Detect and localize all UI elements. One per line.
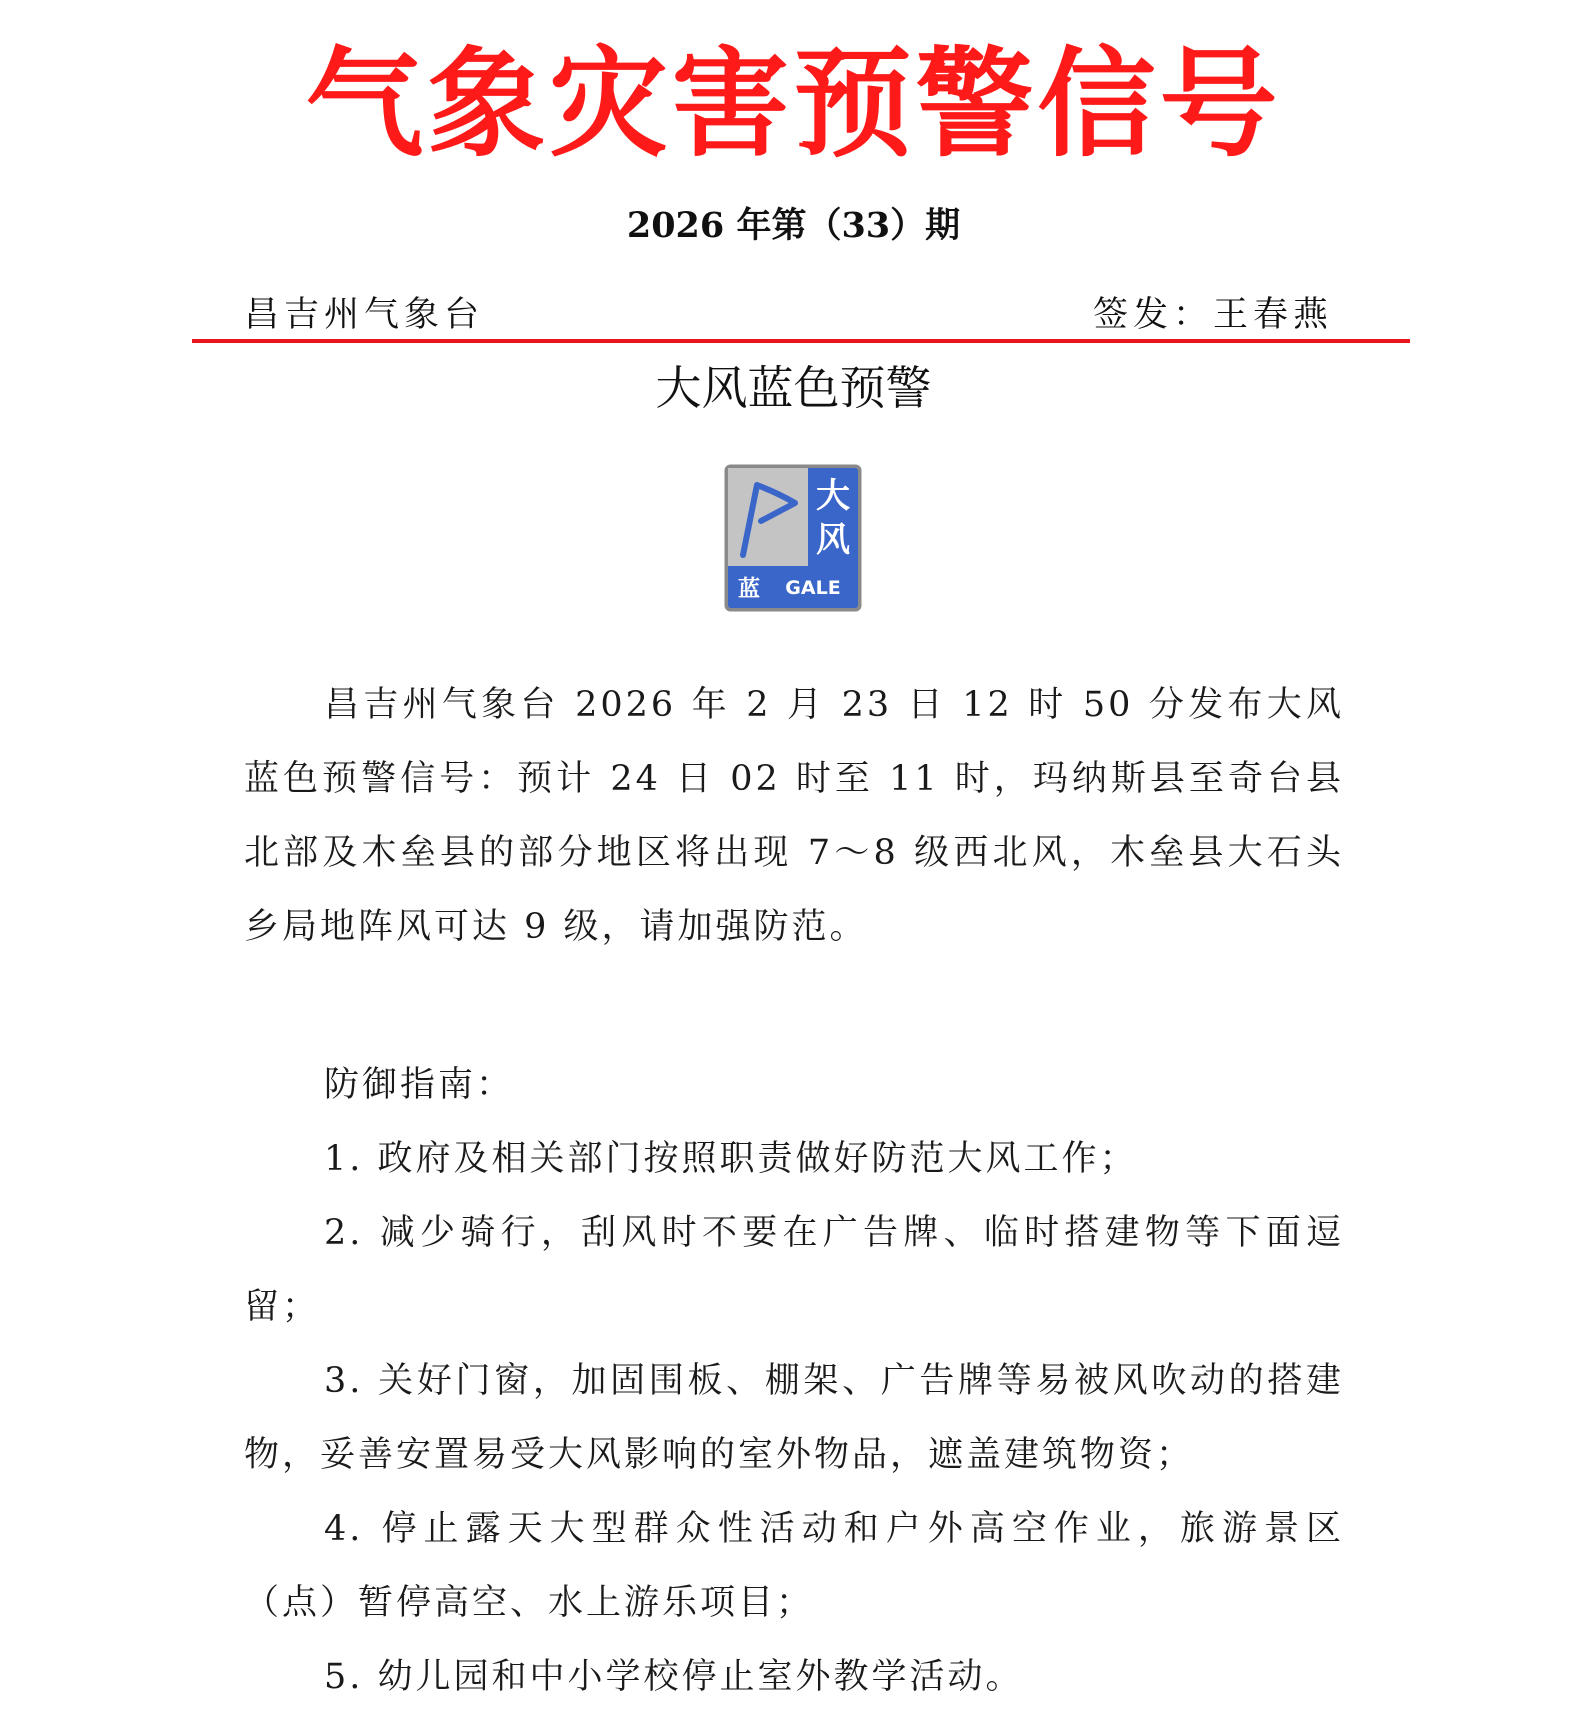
icon-gale-label: GALE [785,577,841,599]
icon-level-char: 蓝 [737,577,761,602]
red-divider [192,339,1410,343]
guide-item: 3. 关好门窗，加固围板、棚架、广告牌等易被风吹动的搭建物，妥善安置易受大风影响的室外物品，遮盖建筑物资； [244,1361,1344,1475]
guide-item: 1. 政府及相关部门按照职责做好防范大风工作； [324,1139,1138,1179]
guide-item: 5. 幼儿园和中小学校停止室外教学活动。 [324,1657,1024,1697]
warning-paragraph-block [244,668,1344,964]
masthead-title: 气象灾害预警信号 [305,35,1282,173]
gale-blue-warning-icon [723,463,863,613]
icon-char-feng: 风 [816,520,850,560]
signer-name: 签发：王春燕 [1092,295,1333,335]
defense-guide [244,1048,1344,1714]
guide-heading: 防御指南： [324,1065,515,1105]
guide-item: 4. 停止露天大型群众性活动和户外高空作业，旅游景区（点）暂停高空、水上游乐项目； [244,1509,1344,1623]
warning-title: 大风蓝色预警 [655,361,932,415]
warning-paragraph: 昌吉州气象台 2026 年 2 月 23 日 12 时 50 分发布大风蓝色预警信号：预计 24 日 02 时至 11 时，玛纳斯县至奇台县北部及木垒县的部分地区将出现 7～8 级西北风，木垒县大石头乡局地阵风可达 9 级，请加强防范。 [244,685,1344,947]
icon-char-da: 大 [816,476,850,516]
issuer-name: 昌吉州气象台 [244,295,485,335]
issuer-row [244,292,1333,338]
issue-number: 2026 年第（33）期 [626,205,961,246]
guide-item: 2. 减少骑行，刮风时不要在广告牌、临时搭建物等下面逗留； [244,1213,1344,1327]
